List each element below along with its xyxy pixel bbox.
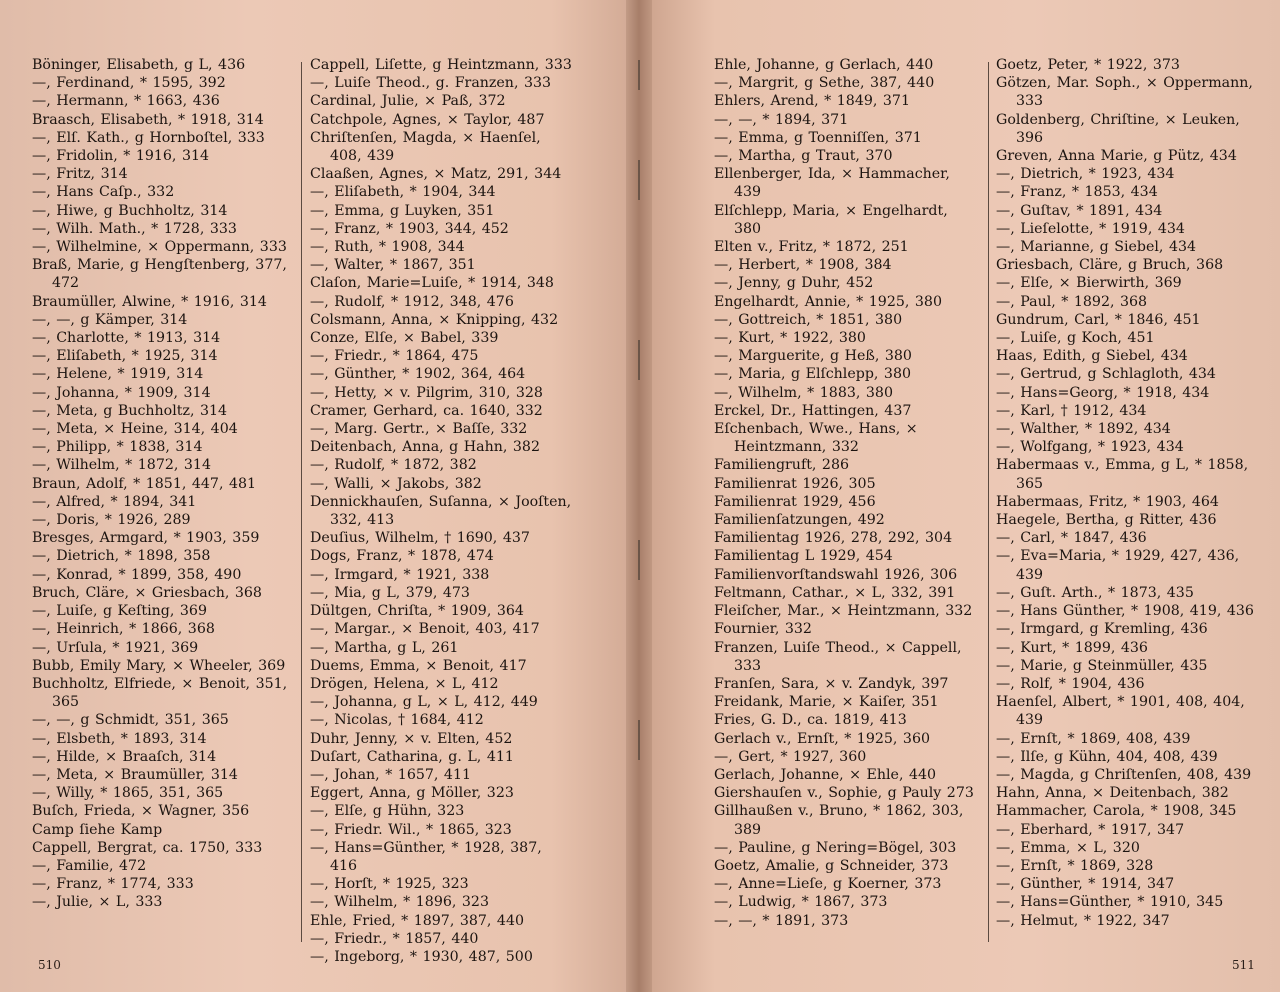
index-entry: Bubb, Emily Mary, × Wheeler, 369 bbox=[32, 657, 286, 674]
index-entry: —, Paul, * 1892, 368 bbox=[996, 293, 1148, 310]
index-entry: —, Franz, * 1853, 434 bbox=[996, 184, 1158, 201]
index-entry: Freidank, Marie, × Kaiſer, 351 bbox=[714, 694, 939, 711]
right-column-2 bbox=[996, 56, 1254, 956]
index-entry: Colsmann, Anna, × Knipping, 432 bbox=[310, 311, 559, 328]
index-entry: —, Gertrud, g Schlagloth, 434 bbox=[996, 366, 1216, 383]
index-entry: —, Rolf, * 1904, 436 bbox=[996, 675, 1145, 692]
index-entry: —, Rudolf, * 1912, 348, 476 bbox=[310, 293, 514, 310]
index-entry: —, Franz, * 1903, 344, 452 bbox=[310, 220, 509, 237]
index-entry: —, Helene, * 1919, 314 bbox=[32, 366, 204, 383]
index-entry: Familientag 1926, 278, 292, 304 bbox=[714, 530, 953, 547]
index-entry: Goetz, Amalie, g Schneider, 373 bbox=[714, 857, 949, 874]
column-divider bbox=[301, 62, 302, 942]
index-entry: Familienſatzungen, 492 bbox=[714, 512, 885, 529]
index-entry: Fries, G. D., ca. 1819, 413 bbox=[714, 712, 907, 729]
index-entry: Gerlach, Johanne, × Ehle, 440 bbox=[714, 766, 937, 783]
index-entry: —, Wilhelm, * 1896, 323 bbox=[310, 894, 489, 911]
index-entry: —, Urſula, * 1921, 369 bbox=[32, 639, 199, 656]
index-entry: —, Karl, † 1912, 434 bbox=[996, 402, 1147, 419]
right-column-1 bbox=[714, 56, 980, 956]
index-entry: —, Eva=Maria, * 1929, 427, 436, 439 bbox=[996, 548, 1240, 583]
index-entry: —, Hiwe, g Buchholtz, 314 bbox=[32, 202, 228, 219]
page-number-right: 511 bbox=[1232, 958, 1255, 972]
index-entry: —, Ingeborg, * 1930, 487, 500 bbox=[310, 948, 533, 965]
binding-thread bbox=[638, 160, 640, 200]
index-entry: Goldenberg, Chriſtine, × Leuken, 396 bbox=[996, 111, 1240, 146]
index-entry: —, Ernſt, * 1869, 408, 439 bbox=[996, 730, 1191, 747]
index-entry: Hahn, Anna, × Deitenbach, 382 bbox=[996, 785, 1229, 802]
index-entry: —, Hilde, × Braaſch, 314 bbox=[32, 748, 217, 765]
index-entry: —, Horſt, * 1925, 323 bbox=[310, 876, 469, 893]
index-entry: —, Ludwig, * 1867, 373 bbox=[714, 894, 888, 911]
index-entry: —, Marg. Gertr., × Baſſe, 332 bbox=[310, 421, 528, 438]
index-entry: —, Dietrich, * 1923, 434 bbox=[996, 166, 1175, 183]
index-entry: —, Hetty, × v. Pilgrim, 310, 328 bbox=[310, 384, 543, 401]
index-entry: —, Emma, g Luyken, 351 bbox=[310, 202, 495, 219]
index-entry: —, Wilhelmine, × Oppermann, 333 bbox=[32, 239, 287, 256]
index-entry: Gundrum, Carl, * 1846, 451 bbox=[996, 311, 1201, 328]
index-entry: Braumüller, Alwine, * 1916, 314 bbox=[32, 293, 267, 310]
index-entry: Gerlach v., Ernſt, * 1925, 360 bbox=[714, 730, 931, 747]
index-entry: Franzen, Luiſe Theod., × Cappell, 333 bbox=[714, 639, 962, 674]
index-entry: —, Martha, g Traut, 370 bbox=[714, 148, 893, 165]
index-entry: Ehle, Johanne, g Gerlach, 440 bbox=[714, 57, 934, 73]
index-entry: —, Gottreich, * 1851, 380 bbox=[714, 311, 903, 328]
index-entry: Bruch, Cläre, × Griesbach, 368 bbox=[32, 584, 262, 601]
index-entry: Fournier, 332 bbox=[714, 621, 812, 638]
index-entry: —, Hermann, * 1663, 436 bbox=[32, 93, 220, 110]
index-entry: Braun, Adolf, * 1851, 447, 481 bbox=[32, 475, 257, 492]
index-entry: —, Hans=Günther, * 1910, 345 bbox=[996, 894, 1224, 911]
index-entry: Chriſtenſen, Magda, × Haenſel, 408, 439 bbox=[310, 129, 541, 165]
index-entry: Cramer, Gerhard, ca. 1640, 332 bbox=[310, 402, 543, 419]
index-entry: Conze, Elſe, × Babel, 339 bbox=[310, 330, 499, 347]
index-entry: Braß, Marie, g Hengſtenberg, 377, 472 bbox=[32, 257, 287, 292]
index-entry: Buſch, Frieda, × Wagner, 356 bbox=[32, 803, 250, 820]
index-entry: —, Hans=Georg, * 1918, 434 bbox=[996, 384, 1210, 401]
index-entry: —, —, * 1891, 373 bbox=[714, 912, 849, 929]
index-entry: Böninger, Elisabeth, g L, 436 bbox=[32, 57, 246, 73]
index-entry: —, Emma, g Toenniſſen, 371 bbox=[714, 129, 922, 146]
index-entry: —, Julie, × L, 333 bbox=[32, 894, 163, 911]
index-entry: —, Johanna, g L, × L, 412, 449 bbox=[310, 694, 538, 711]
index-entry: —, Luiſe, g Koch, 451 bbox=[996, 330, 1155, 347]
index-entry: —, Doris, * 1926, 289 bbox=[32, 512, 191, 529]
index-entry: Feltmann, Cathar., × L, 332, 391 bbox=[714, 584, 956, 601]
index-entry: —, Emma, × L, 320 bbox=[996, 839, 1140, 856]
index-entry: —, —, * 1894, 371 bbox=[714, 111, 849, 128]
index-entry: —, Elſe, g Hühn, 323 bbox=[310, 803, 465, 820]
index-entry: —, Guſt. Arth., * 1873, 435 bbox=[996, 584, 1194, 601]
index-entry: —, Wilhelm, * 1883, 380 bbox=[714, 384, 893, 401]
index-entry: —, Margrit, g Sethe, 387, 440 bbox=[714, 75, 935, 92]
index-entry: —, Eliſabeth, * 1925, 314 bbox=[32, 348, 218, 365]
index-entry: Götzen, Mar. Soph., × Oppermann, 333 bbox=[996, 75, 1253, 110]
index-entry: Haenſel, Albert, * 1901, 408, 404, 439 bbox=[996, 694, 1245, 729]
index-entry: Familienrat 1926, 305 bbox=[714, 475, 876, 492]
index-entry: —, Herbert, * 1908, 384 bbox=[714, 257, 892, 274]
index-entry: —, Günther, * 1902, 364, 464 bbox=[310, 366, 526, 383]
index-entry: Griesbach, Cläre, g Bruch, 368 bbox=[996, 257, 1224, 274]
index-entry: —, Hans Günther, * 1908, 419, 436 bbox=[996, 603, 1254, 620]
index-entry: —, Dietrich, * 1898, 358 bbox=[32, 548, 211, 565]
index-entry: —, Martha, g L, 261 bbox=[310, 639, 459, 656]
index-entry: Camp ſiehe Kamp bbox=[32, 821, 163, 838]
index-entry: —, Ferdinand, * 1595, 392 bbox=[32, 75, 226, 92]
index-entry: Eſchenbach, Wwe., Hans, × Heintzmann, 332 bbox=[714, 421, 918, 456]
index-entry: Elten v., Fritz, * 1872, 251 bbox=[714, 239, 909, 256]
index-entry: Cardinal, Julie, × Paß, 372 bbox=[310, 93, 506, 110]
index-entry: —, Walther, * 1892, 434 bbox=[996, 421, 1171, 438]
left-page bbox=[0, 0, 626, 992]
index-entry: —, Wolfgang, * 1923, 434 bbox=[996, 439, 1184, 456]
index-entry: Familientag L 1929, 454 bbox=[714, 548, 893, 565]
index-entry: Ehle, Fried, * 1897, 387, 440 bbox=[310, 912, 525, 929]
index-entry: Cappell, Bergrat, ca. 1750, 333 bbox=[32, 839, 263, 856]
index-entry: —, Charlotte, * 1913, 314 bbox=[32, 330, 221, 347]
index-entry: —, Maria, g Elſchlepp, 380 bbox=[714, 366, 912, 383]
index-entry: —, Anne=Lieſe, g Koerner, 373 bbox=[714, 876, 942, 893]
index-entry: —, Kurt, * 1899, 436 bbox=[996, 639, 1148, 656]
index-entry: Familiengruft, 286 bbox=[714, 457, 849, 474]
index-entry: —, Luiſe Theod., g. Franzen, 333 bbox=[310, 75, 552, 92]
index-entry: Bresges, Armgard, * 1903, 359 bbox=[32, 530, 260, 547]
index-entry: —, Mia, g L, 379, 473 bbox=[310, 584, 470, 601]
right-page bbox=[652, 0, 1280, 992]
index-entry: —, Friedr., * 1864, 475 bbox=[310, 348, 479, 365]
index-entry: —, Guſtav, * 1891, 434 bbox=[996, 202, 1163, 219]
index-entry: —, Eberhard, * 1917, 347 bbox=[996, 821, 1185, 838]
index-entry: —, Marianne, g Siebel, 434 bbox=[996, 239, 1197, 256]
binding-thread bbox=[638, 60, 640, 90]
index-entry: Familienrat 1929, 456 bbox=[714, 493, 876, 510]
index-entry: —, Jenny, g Duhr, 452 bbox=[714, 275, 874, 292]
index-entry: —, Walter, * 1867, 351 bbox=[310, 257, 476, 274]
index-entry: Gillhaußen v., Bruno, * 1862, 303, 389 bbox=[714, 803, 964, 838]
binding-thread bbox=[638, 540, 640, 580]
column-divider bbox=[988, 62, 989, 942]
index-entry: —, Ilſe, g Kühn, 404, 408, 439 bbox=[996, 748, 1218, 765]
left-column-1 bbox=[32, 56, 294, 956]
index-entry: —, Fridolin, * 1916, 314 bbox=[32, 148, 210, 165]
index-entry: —, Ernſt, * 1869, 328 bbox=[996, 857, 1154, 874]
index-entry: —, Irmgard, g Kremling, 436 bbox=[996, 621, 1208, 638]
index-entry: —, Meta, × Heine, 314, 404 bbox=[32, 421, 238, 438]
left-column-2 bbox=[310, 56, 574, 965]
index-entry: Duſart, Catharina, g. L, 411 bbox=[310, 748, 514, 765]
index-entry: —, Walli, × Jakobs, 382 bbox=[310, 475, 482, 492]
index-entry: —, Helmut, * 1922, 347 bbox=[996, 912, 1170, 929]
index-entry: Claaßen, Agnes, × Matz, 291, 344 bbox=[310, 166, 562, 183]
binding-thread bbox=[638, 340, 640, 380]
index-entry: Catchpole, Agnes, × Taylor, 487 bbox=[310, 111, 545, 128]
index-entry: —, —, g Kämper, 314 bbox=[32, 311, 188, 328]
index-entry: Dültgen, Chriſta, * 1909, 364 bbox=[310, 603, 524, 620]
index-entry: —, Eliſabeth, * 1904, 344 bbox=[310, 184, 496, 201]
index-entry: Franſen, Sara, × v. Zandyk, 397 bbox=[714, 675, 949, 692]
index-entry: —, Philipp, * 1838, 314 bbox=[32, 439, 203, 456]
index-entry: Elſchlepp, Maria, × Engelhardt, 380 bbox=[714, 202, 948, 237]
index-entry: Braasch, Elisabeth, * 1918, 314 bbox=[32, 111, 264, 128]
index-entry: —, Marie, g Steinmüller, 435 bbox=[996, 657, 1208, 674]
index-entry: —, Pauline, g Nering=Bögel, 303 bbox=[714, 839, 957, 856]
index-entry: —, Luiſe, g Keſting, 369 bbox=[32, 603, 207, 620]
index-entry: —, Günther, * 1914, 347 bbox=[996, 876, 1175, 893]
index-entry: —, Friedr., * 1857, 440 bbox=[310, 930, 479, 947]
index-entry: —, Margar., × Benoit, 403, 417 bbox=[310, 621, 540, 638]
index-entry: —, Franz, * 1774, 333 bbox=[32, 876, 194, 893]
index-entry: —, —, g Schmidt, 351, 365 bbox=[32, 712, 229, 729]
index-entry: —, Willy, * 1865, 351, 365 bbox=[32, 785, 224, 802]
index-entry: —, Nicolas, † 1684, 412 bbox=[310, 712, 484, 729]
index-entry: Erckel, Dr., Hattingen, 437 bbox=[714, 402, 912, 419]
index-entry: —, Elsbeth, * 1893, 314 bbox=[32, 730, 207, 747]
page-number-left: 510 bbox=[38, 958, 61, 972]
index-entry: —, Alfred, * 1894, 341 bbox=[32, 493, 197, 510]
index-entry: —, Fritz, 314 bbox=[32, 166, 128, 183]
index-entry: —, Hans=Günther, * 1928, 387, 416 bbox=[310, 839, 542, 874]
index-entry: Greven, Anna Marie, g Pütz, 434 bbox=[996, 148, 1237, 165]
index-entry: —, Familie, 472 bbox=[32, 857, 147, 874]
index-entry: —, Friedr. Wil., * 1865, 323 bbox=[310, 821, 512, 838]
index-entry: —, Konrad, * 1899, 358, 490 bbox=[32, 566, 242, 583]
index-entry: Haas, Edith, g Siebel, 434 bbox=[996, 348, 1188, 365]
index-entry: Dogs, Franz, * 1878, 474 bbox=[310, 548, 494, 565]
index-entry: Deuſius, Wilhelm, † 1690, 437 bbox=[310, 530, 530, 547]
index-entry: —, Irmgard, * 1921, 338 bbox=[310, 566, 490, 583]
index-entry: —, Hans Caſp., 332 bbox=[32, 184, 175, 201]
index-entry: Deitenbach, Anna, g Hahn, 382 bbox=[310, 439, 540, 456]
index-entry: —, Meta, × Braumüller, 314 bbox=[32, 766, 238, 783]
index-entry: —, Rudolf, * 1872, 382 bbox=[310, 457, 477, 474]
index-entry: —, Johan, * 1657, 411 bbox=[310, 766, 471, 783]
index-entry: Hammacher, Carola, * 1908, 345 bbox=[996, 803, 1237, 820]
index-entry: —, Lieſelotte, * 1919, 434 bbox=[996, 220, 1185, 237]
index-entry: —, Elſ. Kath., g Hornboſtel, 333 bbox=[32, 129, 265, 146]
binding-thread bbox=[638, 720, 640, 760]
index-entry: Familienvorſtandswahl 1926, 306 bbox=[714, 566, 958, 583]
index-entry: Goetz, Peter, * 1922, 373 bbox=[996, 57, 1180, 73]
index-entry: —, Carl, * 1847, 436 bbox=[996, 530, 1147, 547]
index-entry: —, Heinrich, * 1866, 368 bbox=[32, 621, 215, 638]
index-entry: Eggert, Anna, g Möller, 323 bbox=[310, 785, 514, 802]
index-entry: Drögen, Helena, × L, 412 bbox=[310, 675, 499, 692]
index-entry: —, Wilh. Math., * 1728, 333 bbox=[32, 220, 237, 237]
book-gutter bbox=[626, 0, 652, 992]
index-entry: Duhr, Jenny, × v. Elten, 452 bbox=[310, 730, 513, 747]
index-entry: Fleiſcher, Mar., × Heintzmann, 332 bbox=[714, 603, 973, 620]
index-entry: —, Gert, * 1927, 360 bbox=[714, 748, 867, 765]
index-entry: Ellenberger, Ida, × Hammacher, 439 bbox=[714, 166, 950, 201]
index-entry: —, Kurt, * 1922, 380 bbox=[714, 330, 866, 347]
index-entry: Habermaas, Fritz, * 1903, 464 bbox=[996, 493, 1219, 510]
index-entry: Dennickhauſen, Suſanna, × Jooſten, 332, 413 bbox=[310, 493, 572, 529]
index-entry: Haegele, Bertha, g Ritter, 436 bbox=[996, 512, 1217, 529]
index-entry: Duems, Emma, × Benoit, 417 bbox=[310, 657, 527, 674]
index-entry: Claſon, Marie=Luiſe, * 1914, 348 bbox=[310, 275, 554, 292]
index-entry: —, Johanna, * 1909, 314 bbox=[32, 384, 211, 401]
index-entry: —, Meta, g Buchholtz, 314 bbox=[32, 402, 228, 419]
index-entry: Cappell, Liſette, g Heintzmann, 333 bbox=[310, 57, 572, 73]
index-entry: —, Elſe, × Bierwirth, 369 bbox=[996, 275, 1182, 292]
index-entry: —, Ruth, * 1908, 344 bbox=[310, 239, 465, 256]
index-entry: —, Magda, g Chriſtenſen, 408, 439 bbox=[996, 766, 1252, 783]
index-entry: Engelhardt, Annie, * 1925, 380 bbox=[714, 293, 942, 310]
index-entry: Habermaas v., Emma, g L, * 1858, 365 bbox=[996, 457, 1249, 492]
index-entry: —, Wilhelm, * 1872, 314 bbox=[32, 457, 211, 474]
index-entry: Ehlers, Arend, * 1849, 371 bbox=[714, 93, 910, 110]
index-entry: —, Marguerite, g Heß, 380 bbox=[714, 348, 912, 365]
index-entry: Buchholtz, Elfriede, × Benoit, 351, 365 bbox=[32, 675, 288, 711]
index-entry: Giershauſen v., Sophie, g Pauly 273 bbox=[714, 785, 974, 802]
